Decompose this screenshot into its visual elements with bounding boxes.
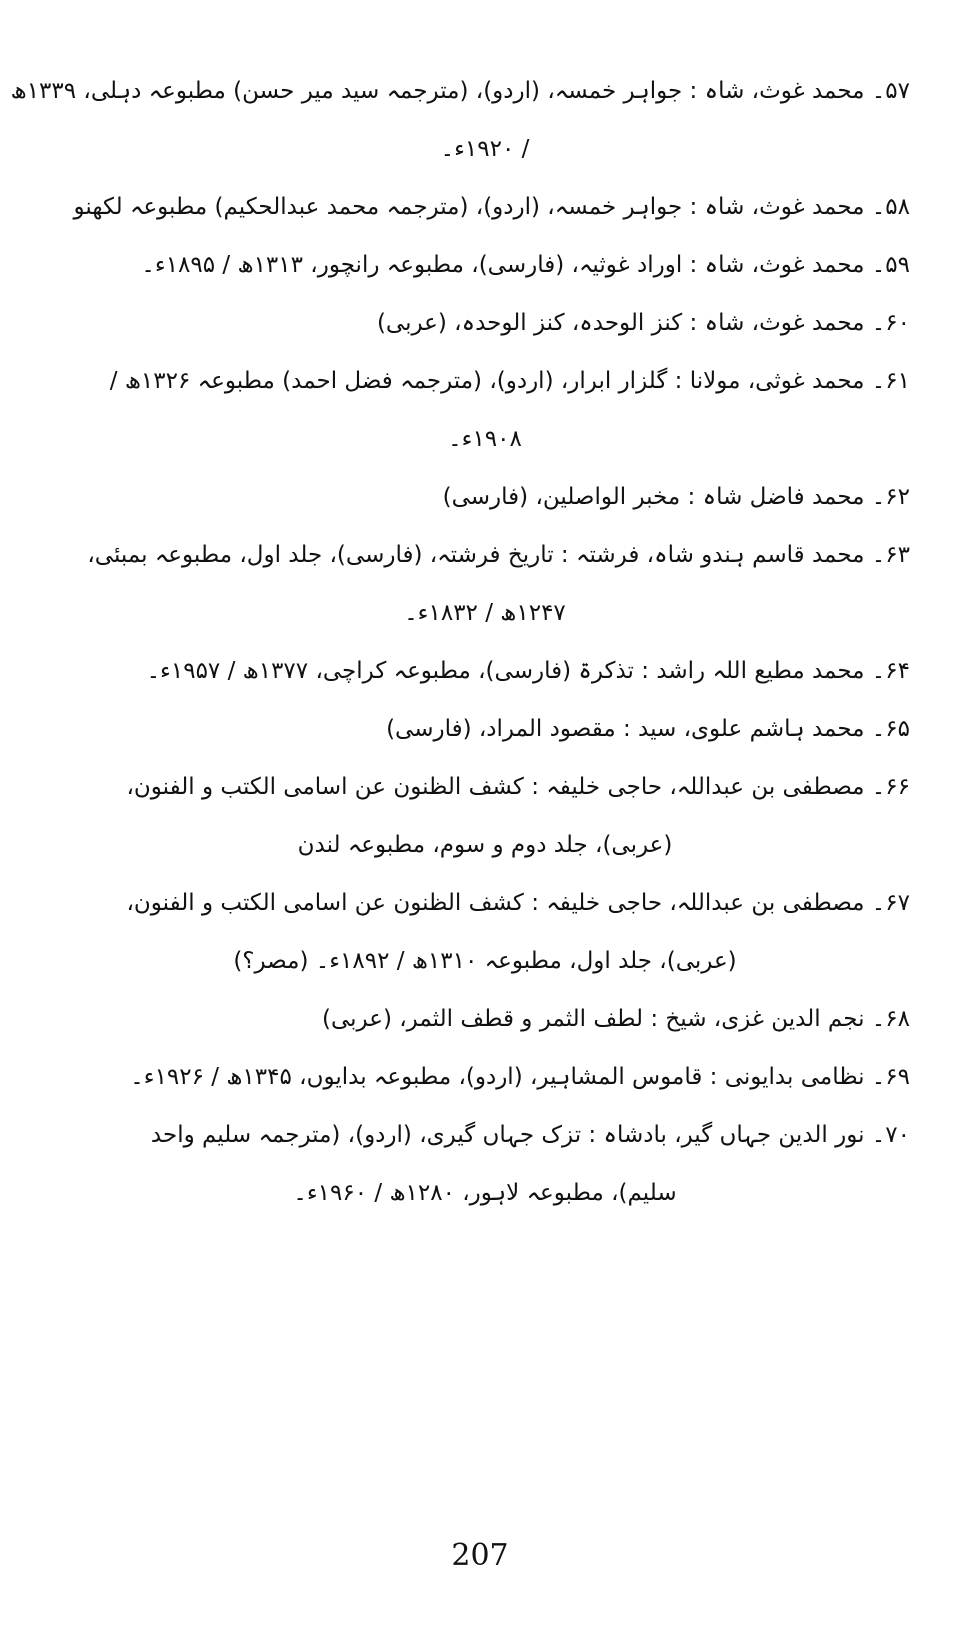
- page-number: 207: [451, 1538, 509, 1573]
- entry-line: ۶۸۔ نجم الدین غزی، شیخ : لطف الثمر و قطف الثمر، (عربی): [322, 1006, 910, 1032]
- bibliography-entry: [60, 178, 910, 236]
- bibliography-entry: [60, 468, 910, 526]
- bibliography-entry: [60, 1048, 910, 1106]
- entry-line: ۶۵۔ محمد ہاشم علوی، سید : مقصود المراد، (فارسی): [386, 716, 910, 742]
- entry-line: ۶۶۔ مصطفی بن عبداللہ، حاجی خلیفہ : کشف الظنون عن اسامی الکتب و الفنون،: [126, 774, 910, 800]
- entry-continuation-line: (عربی)، جلد اول، مطبوعہ ۱۳۱۰ھ / ۱۸۹۲ء۔ (مصر؟): [233, 948, 737, 974]
- bibliography-entry: [60, 700, 910, 758]
- bibliography-entry: [60, 294, 910, 352]
- bibliography-entry: [60, 352, 910, 468]
- entry-line: ۵۸۔ محمد غوث، شاہ : جواہر خمسہ، (اردو)، (مترجمہ محمد عبدالحکیم) مطبوعہ لکھنو: [73, 194, 910, 220]
- bibliography-entry: [60, 758, 910, 874]
- entry-line: ۵۷۔ محمد غوث، شاہ : جواہر خمسہ، (اردو)، (مترجمہ سید میر حسن) مطبوعہ دہلی، ۱۳۳۹ھ: [10, 78, 910, 104]
- entry-line: ۶۱۔ محمد غوثی، مولانا : گلزار ابرار، (اردو)، (مترجمہ فضل احمد) مطبوعہ ۱۳۲۶ھ /: [109, 368, 910, 394]
- entry-continuation-line: سلیم)، مطبوعہ لاہور، ۱۲۸۰ھ / ۱۹۶۰ء۔: [293, 1180, 677, 1206]
- entry-continuation-line: ۱۹۰۸ء۔: [448, 426, 522, 452]
- entry-line: ۶۷۔ مصطفی بن عبداللہ، حاجی خلیفہ : کشف الظنون عن اسامی الکتب و الفنون،: [126, 890, 910, 916]
- bibliography-list: [10, 62, 910, 1222]
- entry-continuation-line: / ۱۹۲۰ء۔: [440, 136, 530, 162]
- entry-line: ۵۹۔ محمد غوث، شاہ : اوراد غوثیہ، (فارسی)، مطبوعہ رانچور، ۱۳۱۳ھ / ۱۸۹۵ء۔: [141, 252, 910, 278]
- entry-line: ۶۳۔ محمد قاسم ہندو شاہ، فرشتہ : تاریخ فرشتہ، (فارسی)، جلد اول، مطبوعہ بمبئی،: [87, 542, 910, 568]
- bibliography-entry: [60, 874, 910, 990]
- bibliography-entry: [60, 236, 910, 294]
- entry-line: ۶۲۔ محمد فاضل شاہ : مخبر الواصلین، (فارسی): [442, 484, 910, 510]
- bibliography-entry: [60, 990, 910, 1048]
- bibliography-entry: [60, 526, 910, 642]
- bibliography-entry: [10, 62, 910, 178]
- entry-line: ۷۰۔ نور الدین جہاں گیر، بادشاہ : تزک جہاں گیری، (اردو)، (مترجمہ سلیم واحد: [150, 1122, 910, 1148]
- entry-line: ۶۰۔ محمد غوث، شاہ : کنز الوحدہ، کنز الوحدہ، (عربی): [376, 310, 910, 336]
- entry-continuation-line: ۱۲۴۷ھ / ۱۸۳۲ء۔: [404, 600, 566, 626]
- bibliography-entry: [60, 642, 910, 700]
- entry-continuation-line: (عربی)، جلد دوم و سوم، مطبوعہ لندن: [297, 832, 673, 858]
- entry-line: ۶۴۔ محمد مطیع اللہ راشد : تذکرۃ (فارسی)، مطبوعہ کراچی، ۱۳۷۷ھ / ۱۹۵۷ء۔: [146, 658, 910, 684]
- entry-line: ۶۹۔ نظامی بدایونی : قاموس المشاہیر، (اردو)، مطبوعہ بدایوں، ۱۳۴۵ھ / ۱۹۲۶ء۔: [130, 1064, 910, 1090]
- bibliography-entry: [60, 1106, 910, 1222]
